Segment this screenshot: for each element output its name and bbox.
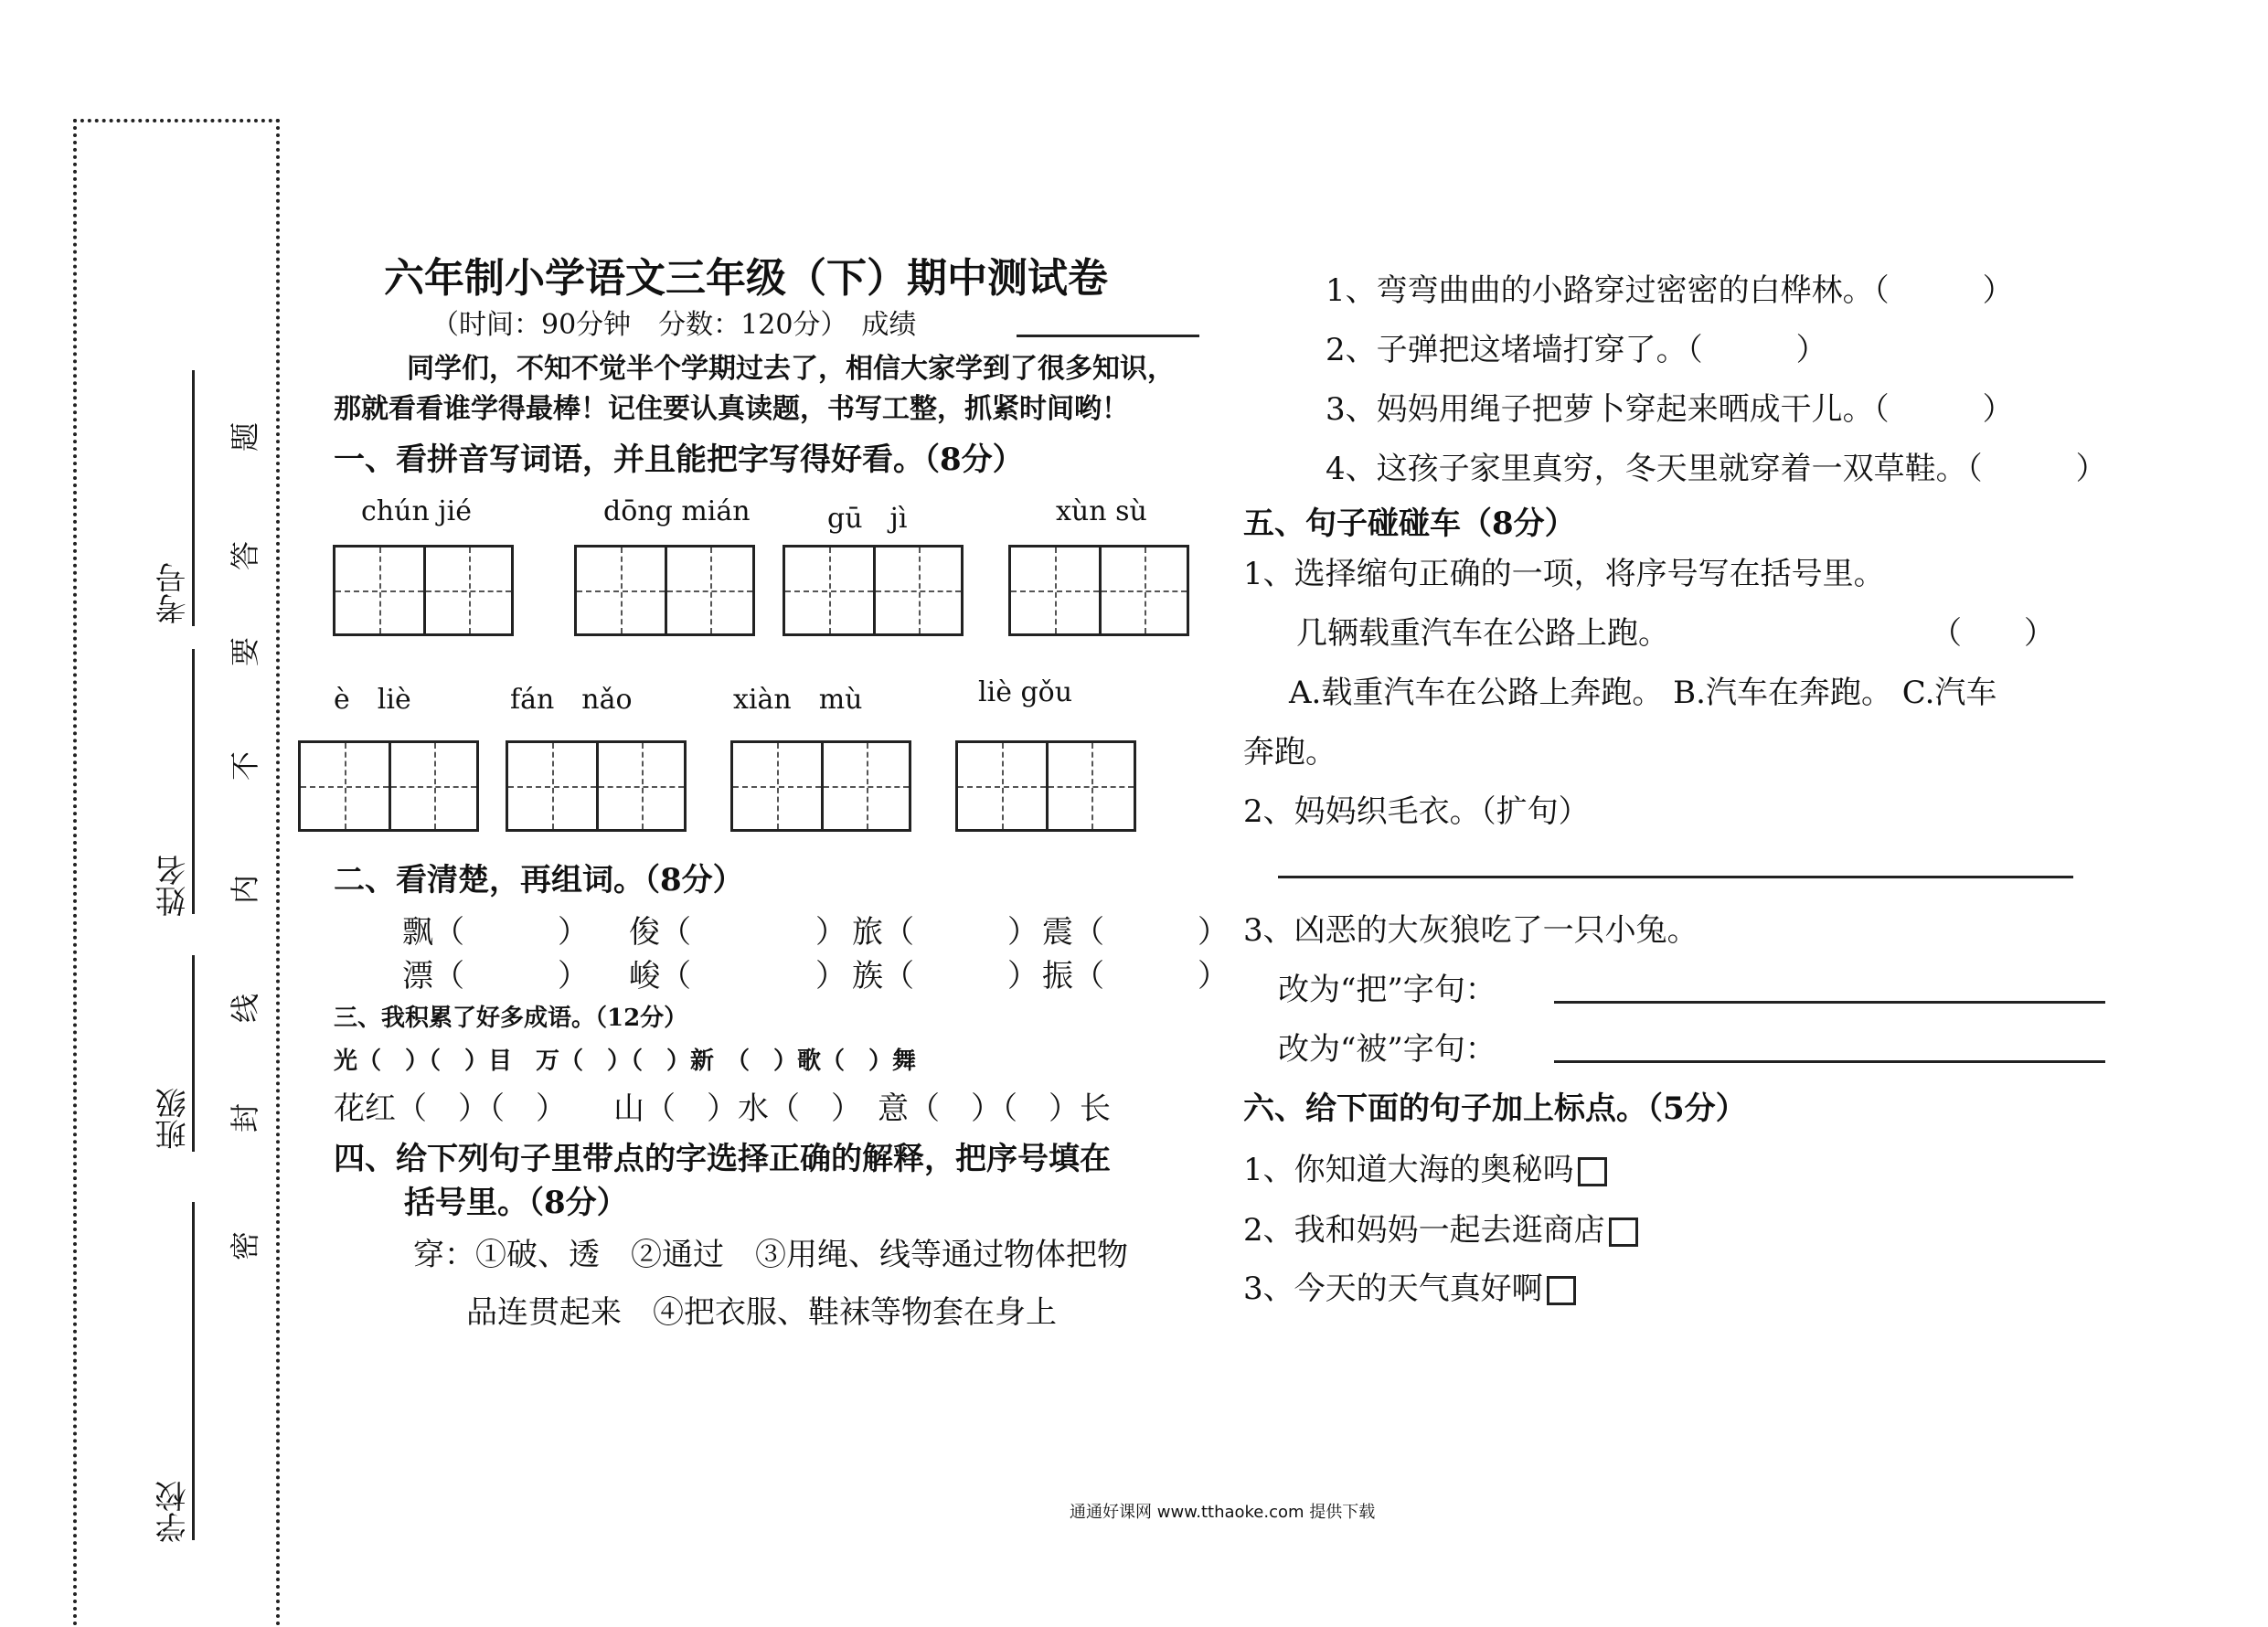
seal-char: 线: [228, 993, 263, 1024]
idiom-line[interactable]: 花红（ ）（ ） 山（ ）水（ ） 意（ ）（ ）长: [334, 1090, 1111, 1127]
section6-item-text: 1、你知道大海的奥秘吗: [1243, 1152, 1574, 1188]
section5-q3: 3、凶恶的大灰狼吃了一只小兔。: [1243, 912, 1698, 949]
seal-char: 不: [228, 750, 263, 782]
writing-grid[interactable]: [1008, 545, 1189, 636]
writing-grid[interactable]: [574, 545, 755, 636]
seal-char: 题: [228, 421, 263, 452]
section5-q1-answer[interactable]: （ ）: [1931, 615, 2055, 652]
writing-grid[interactable]: [955, 740, 1136, 832]
section6-item: [1243, 1263, 1576, 1308]
punctuation-box[interactable]: [1578, 1157, 1607, 1186]
section4-heading: 四、给下列句子里带点的字选择正确的解释，把序号填在: [334, 1141, 1111, 1177]
writing-grid[interactable]: [333, 545, 514, 636]
section5-q3-bei-label: 改为“被”字句：: [1278, 1031, 1496, 1068]
section3-heading: 三、我积累了好多成语。（12分）: [334, 1005, 688, 1032]
word-blank[interactable]: 震（ ）: [1042, 914, 1229, 951]
definition-line: 品连贯起来 ④把衣服、鞋袜等物套在身上: [466, 1294, 1057, 1331]
score-blank[interactable]: [1017, 335, 1199, 337]
writing-grid[interactable]: [730, 740, 911, 832]
section6-item-text: 3、今天的天气真好啊: [1243, 1271, 1543, 1307]
definition-line: 穿：①破、透 ②通过 ③用绳、线等通过物体把物: [413, 1237, 1128, 1273]
seal-char: 封: [228, 1102, 263, 1133]
seal-char: 内: [228, 874, 263, 905]
pinyin-label: fán nǎo: [510, 684, 633, 716]
pinyin-label: liè gǒu: [978, 676, 1073, 708]
punctuation-box[interactable]: [1609, 1218, 1638, 1247]
section5-q2: 2、妈妈织毛衣。（扩句）: [1243, 793, 1590, 830]
pinyin-label: è liè: [334, 684, 411, 716]
margin-field-name: 姓名: [155, 855, 192, 917]
pinyin-label: gū jì: [827, 503, 908, 535]
punctuation-box[interactable]: [1547, 1276, 1576, 1305]
intro-line: 那就看看谁学得最棒！记住要认真读题，书写工整，抓紧时间哟！: [334, 393, 1129, 425]
idiom-line[interactable]: 光（ ）（ ）目 万（ ）（ ）新 （ ）歌（ ）舞: [334, 1047, 917, 1075]
margin-field-class: 班级: [155, 1088, 192, 1150]
word-blank[interactable]: 旅（ ）: [852, 914, 1038, 951]
seal-char: 要: [228, 636, 263, 667]
section4-item[interactable]: 2、子弹把这堵墙打穿了。（ ）: [1326, 332, 1827, 368]
exam-number-line: [192, 370, 195, 626]
section2-heading: 二、看清楚，再组词。（8分）: [334, 862, 744, 899]
section5-q3-ba-label: 改为“把”字句：: [1278, 972, 1496, 1008]
section6-item: [1243, 1144, 1607, 1189]
section6-item: [1243, 1205, 1638, 1249]
answer-line[interactable]: [1554, 1001, 2105, 1004]
writing-grid[interactable]: [298, 740, 479, 832]
word-blank[interactable]: 峻（ ）: [629, 958, 847, 994]
section4-item[interactable]: 1、弯弯曲曲的小路穿过密密的白桦林。（ ）: [1326, 272, 2014, 309]
section5-q1-options: A.载重汽车在公路上奔跑。 B.汽车在奔跑。 C.汽车: [1289, 675, 1997, 711]
section1-heading: 一、看拼音写词语，并且能把字写得好看。（8分）: [334, 441, 1024, 478]
page-title: 六年制小学语文三年级（下）期中测试卷: [384, 255, 1108, 302]
pinyin-label: xiàn mù: [733, 684, 863, 716]
section6-heading: 六、给下面的句子加上标点。（5分）: [1243, 1090, 1747, 1127]
footer-text: 通通好课网 www.tthaoke.com 提供下载: [1070, 1503, 1376, 1522]
section5-q1-sentence: 几辆载重汽车在公路上跑。: [1296, 615, 1669, 652]
section6-item-text: 2、我和妈妈一起去逛商店: [1243, 1212, 1605, 1249]
name-line: [192, 649, 195, 914]
answer-line[interactable]: [1278, 876, 2073, 878]
section4-heading-cont: 括号里。（8分）: [404, 1185, 628, 1221]
section5-q1-options-cont: 奔跑。: [1243, 734, 1336, 771]
word-blank[interactable]: 飘（ ）: [402, 914, 589, 951]
exam-info: （时间：90分钟 分数：120分） 成绩: [431, 309, 917, 341]
section4-item[interactable]: 4、这孩子家里真穷，冬天里就穿着一双草鞋。（ ）: [1326, 451, 2107, 487]
section5-heading: 五、句子碰碰车（8分）: [1243, 505, 1576, 542]
seal-char: 答: [228, 540, 263, 571]
section5-q1: 1、选择缩句正确的一项，将序号写在括号里。: [1243, 556, 1885, 592]
seal-char: 密: [228, 1230, 263, 1261]
word-blank[interactable]: 漂（ ）: [402, 958, 589, 994]
pinyin-label: xùn sù: [1056, 495, 1147, 527]
pinyin-label: chún jié: [361, 495, 472, 527]
class-line: [192, 955, 195, 1152]
answer-line[interactable]: [1554, 1060, 2105, 1063]
word-blank[interactable]: 振（ ）: [1042, 958, 1229, 994]
section4-item[interactable]: 3、妈妈用绳子把萝卜穿起来晒成干儿。（ ）: [1326, 391, 2014, 428]
margin-field-school: 学校: [155, 1481, 192, 1543]
writing-grid[interactable]: [506, 740, 687, 832]
word-blank[interactable]: 俊（ ）: [629, 914, 847, 951]
writing-grid[interactable]: [783, 545, 964, 636]
pinyin-label: dōng mián: [603, 495, 751, 527]
school-line: [192, 1202, 195, 1540]
intro-line: 同学们，不知不觉半个学期过去了，相信大家学到了很多知识，: [407, 353, 1175, 385]
margin-field-exam-number: 考号: [155, 562, 192, 624]
word-blank[interactable]: 族（ ）: [852, 958, 1038, 994]
